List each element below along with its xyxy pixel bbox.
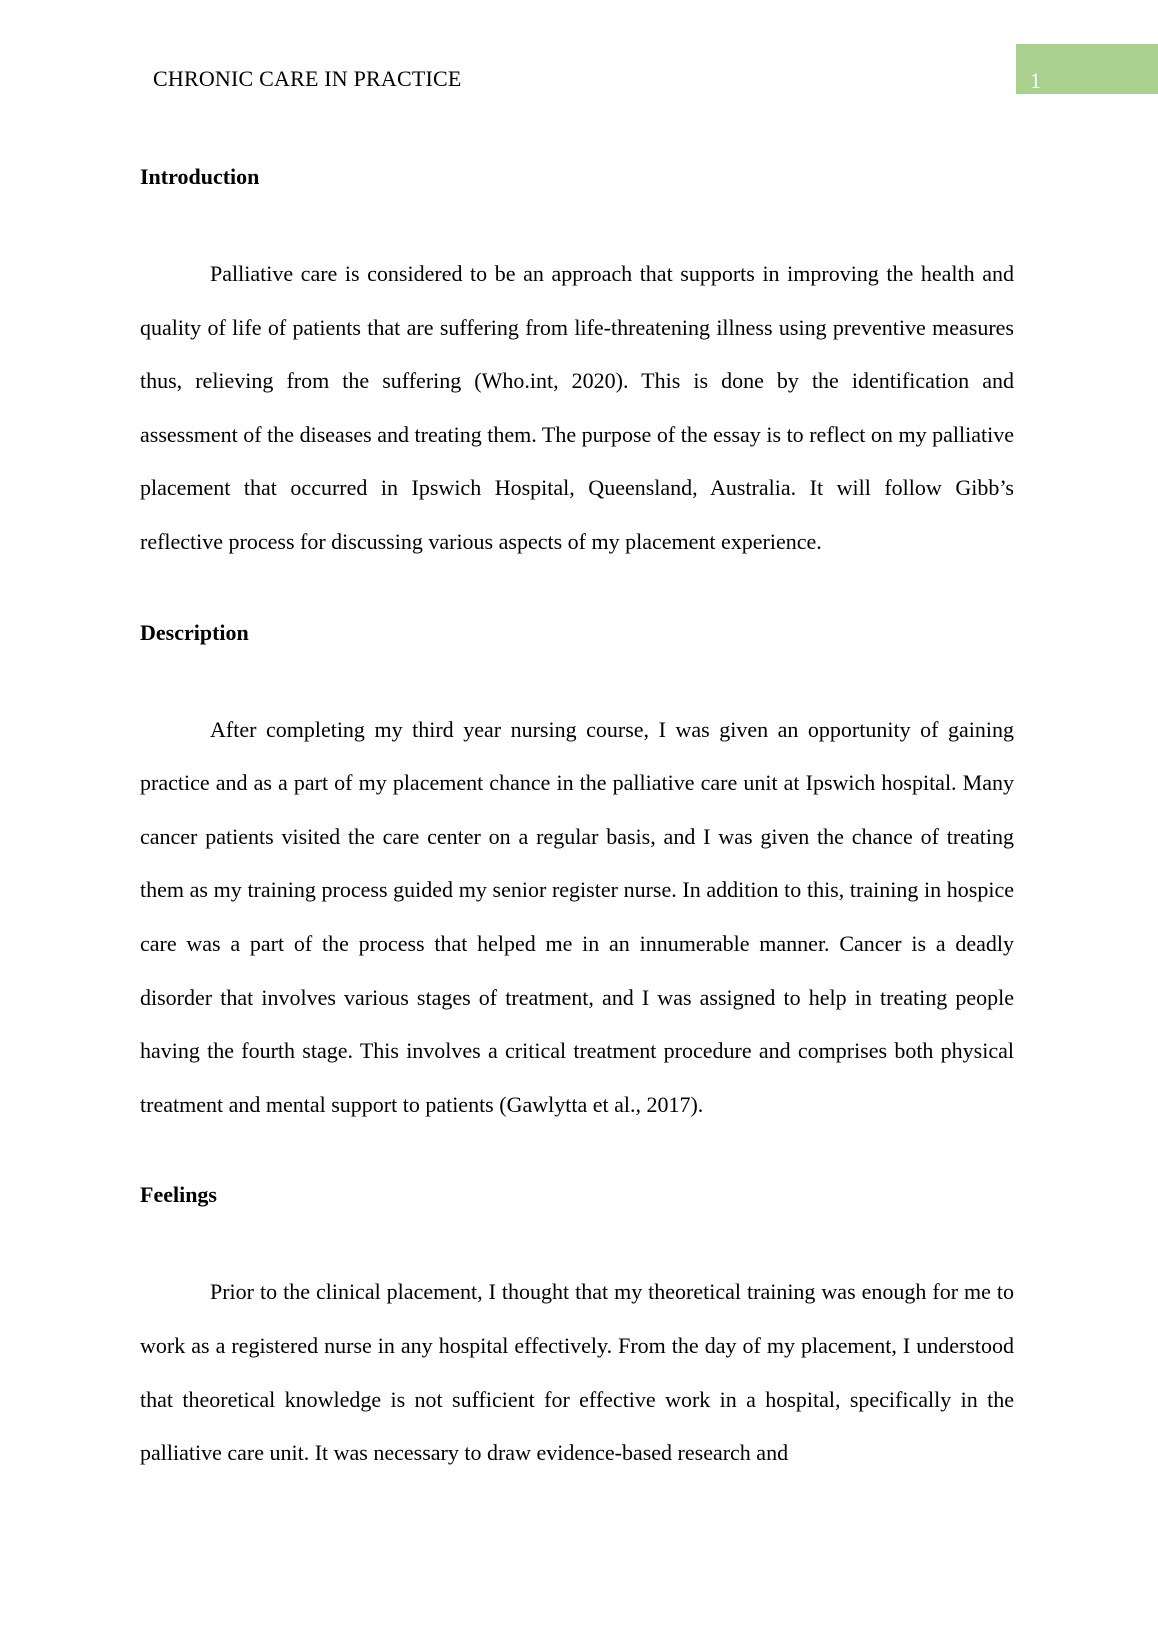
section-heading-description: Description — [140, 619, 249, 645]
section-heading-introduction: Introduction — [140, 164, 260, 189]
running-head: CHRONIC CARE IN PRACTICE — [153, 66, 462, 91]
page-number: 1 — [1030, 68, 1041, 93]
paragraph-introduction: Palliative care is considered to be an approach that supports in improving the health and quality of life of patients that are suffering from life-threatening illness using preventive measures thus, relieving from the suffering (Who.int, 2020). This is done by the identification and assessment of the diseases and treating them. The purpose of the essay is to reflect on my palliative placement that occurred in Ipswich Hospital, Queensland, Australia. It will follow Gibb’s reflective process for discussing various aspects of my placement experience. — [140, 261, 1014, 554]
section-heading-feelings: Feelings — [140, 1182, 217, 1208]
paragraph-description: After completing my third year nursing course, I was given an opportunity of gaining practice and as a part of my placement chance in the palliative care unit at Ipswich hospital. Many cancer patients visited the care center on a regular basis, and I was given the chance of treating them as my training process guided my senior register nurse. In addition to this, training in hospice care was a part of the process that helped me in an innumerable manner. Cancer is a deadly disorder that involves various stages of treatment, and I was assigned to help in treating people having the fourth stage. This involves a critical treatment procedure and comprises both physical treatment and mental support to patients (Gawlytta et al., 2017). — [140, 716, 1014, 1117]
document-body — [140, 155, 1014, 1480]
page-number-badge — [1016, 44, 1158, 94]
paragraph-feelings: Prior to the clinical placement, I thought that my theoretical training was enough for me to work as a registered nurse in any hospital effectively. From the day of my placement, I understood that theoretical knowledge is not sufficient for effective work in a hospital, specifically in the palliative care unit. It was necessary to draw evidence-based research and — [140, 1279, 1014, 1466]
